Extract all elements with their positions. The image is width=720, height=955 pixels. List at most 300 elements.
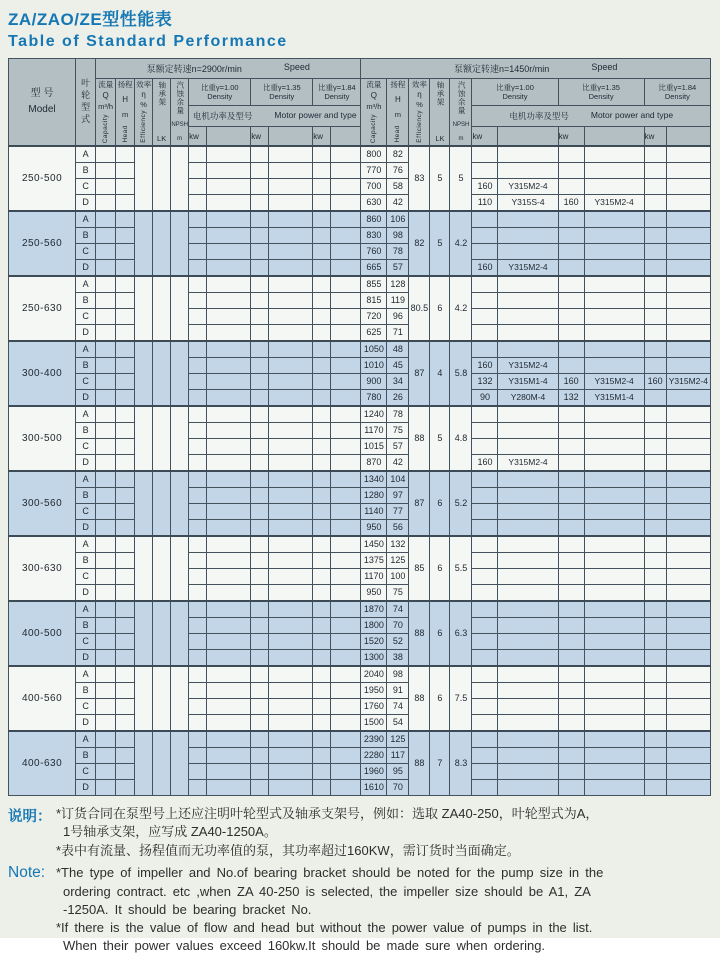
kw-184-2900-cell xyxy=(313,423,331,439)
kw-100-2900-cell xyxy=(189,634,207,650)
kw-184-2900-cell xyxy=(313,471,331,488)
head-1450-cell: 125 xyxy=(387,553,409,569)
type-184-1450-cell xyxy=(666,520,710,537)
type-184-1450-cell xyxy=(666,211,710,228)
kw-100-1450-cell xyxy=(472,520,498,537)
type-100-1450-cell xyxy=(498,650,558,667)
head-1450-cell: 70 xyxy=(387,618,409,634)
head-2900-cell xyxy=(116,488,135,504)
head-2900-cell xyxy=(116,504,135,520)
kw-184-1450-cell xyxy=(644,260,666,277)
head-2900-cell xyxy=(116,358,135,374)
impeller-cell: C xyxy=(76,309,96,325)
impeller-cell: B xyxy=(76,293,96,309)
head-2900-cell xyxy=(116,731,135,748)
speed-1450-label: 泵额定转速n=1450r/min xyxy=(454,64,550,74)
type-135-2900-cell xyxy=(269,228,313,244)
kw-135-1450-cell xyxy=(558,618,584,634)
capacity-2900-cell xyxy=(96,195,116,212)
impeller-cell: A xyxy=(76,146,96,163)
type-100-2900-cell xyxy=(207,293,251,309)
kw-100-1450-cell xyxy=(472,666,498,683)
impeller-cell: C xyxy=(76,439,96,455)
impeller-cell: D xyxy=(76,195,96,212)
type-135-2900-cell xyxy=(269,455,313,472)
kw-100-2900-cell xyxy=(189,618,207,634)
impeller-cell: B xyxy=(76,358,96,374)
head-1450-cell: 74 xyxy=(387,699,409,715)
capacity-1450-cell: 1010 xyxy=(361,358,387,374)
type-184-2900-cell xyxy=(331,423,361,439)
density-184-header-2900: 比重γ=1.84 Density xyxy=(313,79,361,106)
type-135-1450-cell xyxy=(584,634,644,650)
capacity-2900-cell xyxy=(96,244,116,260)
kw-135-2900-cell xyxy=(251,309,269,325)
notes-section xyxy=(8,805,712,955)
type-184-1450-cell xyxy=(666,764,710,780)
type-184-1450-cell xyxy=(666,471,710,488)
kw-100-1450-cell: 160 xyxy=(472,179,498,195)
head-2900-cell xyxy=(116,374,135,390)
type-100-2900-cell xyxy=(207,488,251,504)
kw-184-1450-cell xyxy=(644,504,666,520)
kw-100-1450-cell xyxy=(472,293,498,309)
type-184-2900-cell xyxy=(331,731,361,748)
npsh-1450-cell: 5.5 xyxy=(450,536,472,601)
type-100-1450-cell xyxy=(498,780,558,796)
capacity-2900-cell xyxy=(96,666,116,683)
kw-184-1450-cell xyxy=(644,309,666,325)
kw-184-1450-cell xyxy=(644,439,666,455)
type-135-2900-cell xyxy=(269,179,313,195)
type-135-2900-cell xyxy=(269,553,313,569)
type-100-2900-cell xyxy=(207,585,251,602)
type-135-2900-cell xyxy=(269,390,313,407)
capacity-1450-cell: 950 xyxy=(361,585,387,602)
head-2900-cell xyxy=(116,553,135,569)
capacity-header-2900: 流量 Q m³/h Capacity xyxy=(96,79,116,147)
kw-184-1450-cell xyxy=(644,471,666,488)
capacity-1450-cell: 860 xyxy=(361,211,387,228)
note-label-zh: 说明： xyxy=(8,809,52,825)
capacity-1450-cell: 760 xyxy=(361,244,387,260)
kw-135-2900-cell xyxy=(251,455,269,472)
kw-184-2900-cell xyxy=(313,244,331,260)
density-135-header-2900: 比重γ=1.35 Density xyxy=(251,79,313,106)
efficiency-2900-cell xyxy=(135,341,153,406)
head-1450-cell: 45 xyxy=(387,358,409,374)
kw-135-1450-cell xyxy=(558,211,584,228)
capacity-2900-cell xyxy=(96,439,116,455)
type-184-2900-cell xyxy=(331,601,361,618)
npsh-2900-cell xyxy=(171,406,189,471)
note-label-en: Note: xyxy=(8,864,46,882)
model-cell: 300-560 xyxy=(9,471,76,536)
kw-100-1450-cell xyxy=(472,780,498,796)
type-100-1450-cell xyxy=(498,683,558,699)
kw-100-1450-cell xyxy=(472,601,498,618)
kw-100-1450-cell xyxy=(472,309,498,325)
efficiency-header-1450: 效率 η % Efficiency xyxy=(409,79,430,147)
type-135-2900-cell xyxy=(269,618,313,634)
kw-184-1450-cell xyxy=(644,520,666,537)
head-2900-cell xyxy=(116,634,135,650)
type-135-1450-cell xyxy=(584,163,644,179)
type-184-2900-cell xyxy=(331,406,361,423)
kw-100-1450-cell xyxy=(472,699,498,715)
type-135-1450-cell xyxy=(584,585,644,602)
efficiency-2900-cell xyxy=(135,536,153,601)
impeller-cell: B xyxy=(76,683,96,699)
type-135-2900-cell xyxy=(269,358,313,374)
type-100-1450-cell xyxy=(498,634,558,650)
type-135-2900-cell xyxy=(269,699,313,715)
type-184-2900-cell xyxy=(331,553,361,569)
type-184-2900-cell xyxy=(331,715,361,732)
type-135-1450-cell xyxy=(584,699,644,715)
kw-135-2900-cell xyxy=(251,585,269,602)
kw-100-2900-cell xyxy=(189,585,207,602)
impeller-cell: C xyxy=(76,634,96,650)
type-135-2900-cell xyxy=(269,163,313,179)
type-label-blank xyxy=(269,127,313,146)
type-100-1450-cell: Y315M2-4 xyxy=(498,358,558,374)
type-135-2900-cell xyxy=(269,325,313,342)
type-184-2900-cell xyxy=(331,536,361,553)
head-1450-cell: 98 xyxy=(387,228,409,244)
capacity-2900-cell xyxy=(96,374,116,390)
head-2900-cell xyxy=(116,341,135,358)
type-100-2900-cell xyxy=(207,748,251,764)
type-100-2900-cell xyxy=(207,569,251,585)
type-184-1450-cell xyxy=(666,406,710,423)
type-184-2900-cell xyxy=(331,163,361,179)
kw-135-1450-cell xyxy=(558,780,584,796)
type-135-2900-cell xyxy=(269,585,313,602)
impeller-cell: A xyxy=(76,471,96,488)
type-184-2900-cell xyxy=(331,309,361,325)
kw-100-1450-cell xyxy=(472,244,498,260)
type-135-2900-cell xyxy=(269,520,313,537)
head-1450-cell: 76 xyxy=(387,163,409,179)
kw-100-1450-cell xyxy=(472,471,498,488)
impeller-cell: D xyxy=(76,780,96,796)
capacity-2900-cell xyxy=(96,601,116,618)
type-135-1450-cell xyxy=(584,650,644,667)
type-100-1450-cell xyxy=(498,293,558,309)
npsh-header-2900: 汽蚀余量 NPSH m xyxy=(171,79,189,147)
head-1450-cell: 128 xyxy=(387,276,409,293)
type-184-2900-cell xyxy=(331,634,361,650)
kw-100-1450-cell xyxy=(472,650,498,667)
type-100-1450-cell xyxy=(498,406,558,423)
head-2900-cell xyxy=(116,276,135,293)
kw-135-2900-cell xyxy=(251,634,269,650)
head-1450-cell: 57 xyxy=(387,260,409,277)
type-135-2900-cell xyxy=(269,276,313,293)
capacity-2900-cell xyxy=(96,471,116,488)
type-184-2900-cell xyxy=(331,244,361,260)
head-2900-cell xyxy=(116,260,135,277)
capacity-1450-cell: 1375 xyxy=(361,553,387,569)
head-1450-cell: 132 xyxy=(387,536,409,553)
kw-184-1450-cell xyxy=(644,179,666,195)
capacity-1450-cell: 1960 xyxy=(361,764,387,780)
kw-100-1450-cell xyxy=(472,536,498,553)
kw-135-2900-cell xyxy=(251,146,269,163)
note-en-line: *The type of impeller and No.of bearing bracket should be noted for the pump size in the xyxy=(56,865,604,881)
bracket-2900-cell xyxy=(153,601,171,666)
type-135-1450-cell xyxy=(584,553,644,569)
kw-184-2900-cell xyxy=(313,179,331,195)
impeller-cell: B xyxy=(76,553,96,569)
type-184-2900-cell xyxy=(331,260,361,277)
type-135-1450-cell xyxy=(584,520,644,537)
type-100-2900-cell xyxy=(207,406,251,423)
capacity-2900-cell xyxy=(96,358,116,374)
bracket-2900-cell xyxy=(153,731,171,796)
model-cell: 300-400 xyxy=(9,341,76,406)
kw-184-1450-cell xyxy=(644,618,666,634)
kw-100-2900-cell xyxy=(189,504,207,520)
head-1450-cell: 125 xyxy=(387,731,409,748)
kw-135-2900-cell xyxy=(251,179,269,195)
kw-135-2900-cell xyxy=(251,244,269,260)
impeller-column-header: 叶轮型式 xyxy=(76,59,96,147)
type-100-1450-cell xyxy=(498,748,558,764)
type-100-2900-cell xyxy=(207,731,251,748)
bracket-1450-cell: 6 xyxy=(430,601,450,666)
type-label-blank xyxy=(331,127,361,146)
type-184-2900-cell xyxy=(331,585,361,602)
impeller-cell: B xyxy=(76,618,96,634)
efficiency-2900-cell xyxy=(135,406,153,471)
bracket-2900-cell xyxy=(153,536,171,601)
model-cell: 400-500 xyxy=(9,601,76,666)
type-label-blank xyxy=(666,127,710,146)
kw-100-2900-cell xyxy=(189,179,207,195)
kw-135-1450-cell xyxy=(558,504,584,520)
impeller-cell: C xyxy=(76,569,96,585)
capacity-2900-cell xyxy=(96,260,116,277)
capacity-1450-cell: 870 xyxy=(361,455,387,472)
head-1450-cell: 74 xyxy=(387,601,409,618)
type-label-blank xyxy=(498,127,558,146)
kw-100-1450-cell xyxy=(472,569,498,585)
type-100-1450-cell xyxy=(498,699,558,715)
head-1450-cell: 77 xyxy=(387,504,409,520)
capacity-1450-cell: 830 xyxy=(361,228,387,244)
kw-135-2900-cell xyxy=(251,423,269,439)
kw-100-1450-cell xyxy=(472,634,498,650)
type-100-2900-cell xyxy=(207,455,251,472)
type-100-2900-cell xyxy=(207,520,251,537)
kw-100-2900-cell xyxy=(189,358,207,374)
kw-184-1450-cell xyxy=(644,488,666,504)
type-100-2900-cell xyxy=(207,601,251,618)
kw-135-2900-cell xyxy=(251,553,269,569)
kw-184-1450-cell xyxy=(644,536,666,553)
impeller-cell: C xyxy=(76,244,96,260)
kw-184-2900-cell xyxy=(313,309,331,325)
kw-100-2900-cell xyxy=(189,471,207,488)
type-184-2900-cell xyxy=(331,569,361,585)
density-100-header-1450: 比重γ=1.00 Density xyxy=(472,79,558,106)
kw-184-2900-cell xyxy=(313,488,331,504)
kw-184-1450-cell xyxy=(644,780,666,796)
type-184-1450-cell xyxy=(666,780,710,796)
bracket-2900-cell xyxy=(153,341,171,406)
impeller-cell: C xyxy=(76,504,96,520)
type-135-1450-cell xyxy=(584,309,644,325)
type-100-2900-cell xyxy=(207,471,251,488)
type-100-2900-cell xyxy=(207,309,251,325)
type-184-2900-cell xyxy=(331,341,361,358)
kw-184-2900-cell xyxy=(313,683,331,699)
capacity-2900-cell xyxy=(96,748,116,764)
type-135-1450-cell xyxy=(584,423,644,439)
type-184-2900-cell xyxy=(331,228,361,244)
capacity-1450-cell: 1950 xyxy=(361,683,387,699)
type-135-1450-cell xyxy=(584,569,644,585)
kw-184-2900-cell xyxy=(313,585,331,602)
kw-184-1450-cell xyxy=(644,293,666,309)
head-1450-cell: 78 xyxy=(387,406,409,423)
kw-135-2900-cell xyxy=(251,731,269,748)
type-100-1450-cell: Y315M2-4 xyxy=(498,260,558,277)
kw-184-2900-cell xyxy=(313,341,331,358)
kw-184-1450-cell xyxy=(644,146,666,163)
type-100-2900-cell xyxy=(207,423,251,439)
kw-100-1450-cell: 160 xyxy=(472,260,498,277)
bracket-1450-cell: 4 xyxy=(430,341,450,406)
kw-100-2900-cell xyxy=(189,309,207,325)
kw-100-1450-cell xyxy=(472,228,498,244)
type-100-2900-cell xyxy=(207,146,251,163)
head-2900-cell xyxy=(116,585,135,602)
head-1450-cell: 96 xyxy=(387,309,409,325)
capacity-1450-cell: 1800 xyxy=(361,618,387,634)
kw-label: kw xyxy=(251,127,269,146)
type-184-2900-cell xyxy=(331,293,361,309)
head-2900-cell xyxy=(116,601,135,618)
type-label-blank xyxy=(584,127,644,146)
impeller-cell: B xyxy=(76,228,96,244)
kw-184-1450-cell xyxy=(644,601,666,618)
type-100-2900-cell xyxy=(207,374,251,390)
kw-100-1450-cell xyxy=(472,618,498,634)
kw-135-1450-cell xyxy=(558,666,584,683)
kw-135-1450-cell xyxy=(558,699,584,715)
npsh-1450-cell: 4.2 xyxy=(450,211,472,276)
kw-135-1450-cell xyxy=(558,276,584,293)
type-100-2900-cell xyxy=(207,260,251,277)
kw-184-1450-cell xyxy=(644,390,666,407)
type-100-2900-cell xyxy=(207,390,251,407)
kw-135-2900-cell xyxy=(251,650,269,667)
type-184-1450-cell xyxy=(666,423,710,439)
type-100-2900-cell xyxy=(207,618,251,634)
efficiency-2900-cell xyxy=(135,146,153,211)
type-135-1450-cell xyxy=(584,293,644,309)
type-135-2900-cell xyxy=(269,244,313,260)
model-column-header xyxy=(9,59,76,147)
kw-184-1450-cell xyxy=(644,731,666,748)
kw-100-1450-cell xyxy=(472,504,498,520)
type-184-2900-cell xyxy=(331,683,361,699)
type-184-1450-cell xyxy=(666,179,710,195)
kw-184-1450-cell xyxy=(644,666,666,683)
type-184-1450-cell xyxy=(666,585,710,602)
kw-184-2900-cell xyxy=(313,439,331,455)
bracket-1450-cell: 5 xyxy=(430,211,450,276)
capacity-1450-cell: 1870 xyxy=(361,601,387,618)
kw-100-2900-cell xyxy=(189,390,207,407)
kw-135-1450-cell xyxy=(558,293,584,309)
type-184-1450-cell xyxy=(666,731,710,748)
type-100-1450-cell xyxy=(498,520,558,537)
type-100-2900-cell xyxy=(207,650,251,667)
impeller-cell: A xyxy=(76,536,96,553)
type-184-2900-cell xyxy=(331,488,361,504)
npsh-1450-cell: 7.5 xyxy=(450,666,472,731)
type-184-1450-cell xyxy=(666,601,710,618)
kw-100-1450-cell xyxy=(472,163,498,179)
npsh-2900-cell xyxy=(171,211,189,276)
kw-135-2900-cell xyxy=(251,228,269,244)
type-184-1450-cell xyxy=(666,276,710,293)
type-184-2900-cell xyxy=(331,455,361,472)
efficiency-2900-cell xyxy=(135,731,153,796)
type-184-2900-cell xyxy=(331,699,361,715)
type-100-2900-cell xyxy=(207,553,251,569)
type-135-1450-cell xyxy=(584,439,644,455)
capacity-1450-cell: 1170 xyxy=(361,423,387,439)
type-135-1450-cell xyxy=(584,780,644,796)
kw-184-2900-cell xyxy=(313,699,331,715)
head-2900-cell xyxy=(116,764,135,780)
type-135-2900-cell xyxy=(269,471,313,488)
kw-184-2900-cell xyxy=(313,650,331,667)
type-135-1450-cell xyxy=(584,601,644,618)
note-body-zh xyxy=(56,805,598,860)
bracket-1450-cell: 6 xyxy=(430,666,450,731)
kw-135-1450-cell: 160 xyxy=(558,374,584,390)
kw-184-2900-cell xyxy=(313,731,331,748)
head-2900-cell xyxy=(116,406,135,423)
kw-100-1450-cell xyxy=(472,341,498,358)
head-1450-cell: 48 xyxy=(387,341,409,358)
kw-184-2900-cell xyxy=(313,211,331,228)
kw-100-1450-cell xyxy=(472,731,498,748)
kw-135-1450-cell xyxy=(558,244,584,260)
head-2900-cell xyxy=(116,569,135,585)
type-184-2900-cell xyxy=(331,439,361,455)
kw-184-2900-cell xyxy=(313,260,331,277)
npsh-1450-cell: 8.3 xyxy=(450,731,472,796)
type-135-2900-cell xyxy=(269,780,313,796)
kw-135-1450-cell: 160 xyxy=(558,195,584,212)
head-1450-cell: 58 xyxy=(387,179,409,195)
type-184-1450-cell xyxy=(666,309,710,325)
kw-100-1450-cell xyxy=(472,715,498,732)
kw-135-1450-cell xyxy=(558,748,584,764)
capacity-1450-cell: 1300 xyxy=(361,650,387,667)
type-135-1450-cell xyxy=(584,666,644,683)
type-100-2900-cell xyxy=(207,536,251,553)
capacity-2900-cell xyxy=(96,455,116,472)
npsh-1450-cell: 5.8 xyxy=(450,341,472,406)
